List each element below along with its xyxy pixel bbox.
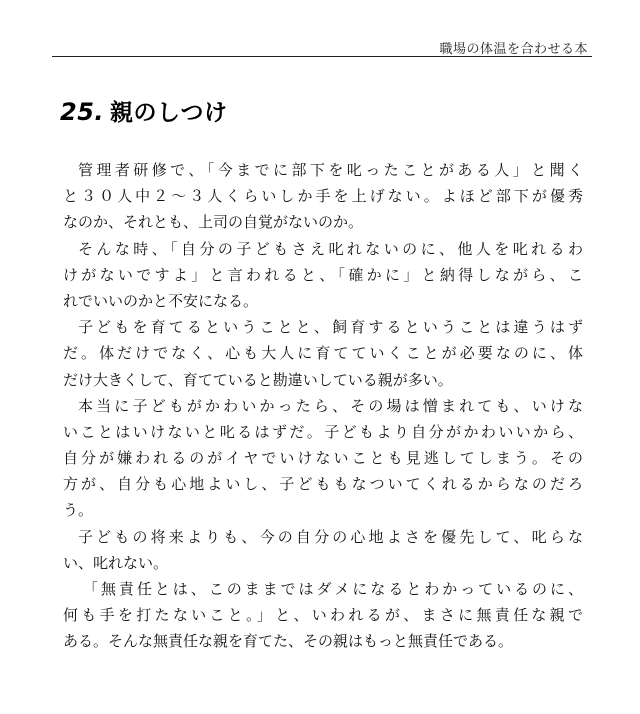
paragraph-4-line-4: 方が、自分も心地よいし、子どももなついてくれるからなのだろ (63, 475, 583, 494)
paragraph-4-line-2: いことはいけないと叱るはずだ。子どもより自分がかわいいから、 (63, 422, 583, 441)
paragraph-6-line-1: 「無責任とは、このままではダメになるとわかっているのに、 (83, 580, 583, 598)
paragraph-5-line-1: 子どもの将来よりも、今の自分の心地よさを優先して、叱らな (78, 527, 583, 546)
paragraph-4-line-3: 自分が嫌われるのがイヤでいけないことも見逃してしまう。その (63, 449, 583, 468)
paragraph-3-line-1: 子どもを育てるということと、飼育するということは違うはず (78, 318, 583, 337)
paragraph-4-line-1: 本当に子どもがかわいかったら、その場は憎まれても、いけな (78, 396, 583, 415)
chapter-number: 25. (60, 98, 105, 126)
paragraph-3-line-3: だけ大きくして、育てていると勘違いしている親が多い。 (63, 370, 453, 389)
chapter-heading (60, 94, 228, 127)
paragraph-2-line-1: そんな時、「自分の子どもさえ叱れないのに、他人を叱れるわ (78, 239, 583, 258)
paragraph-2-line-2: けがないですよ」と言われると、「確かに」と納得しながら、こ (63, 265, 583, 284)
paragraph-2-line-3: れでいいのかと不安になる。 (63, 291, 259, 310)
paragraph-1-line-2: と３０人中２〜３人くらいしか手を上げない。よほど部下が優秀 (63, 187, 583, 206)
paragraph-5-line-2: い、叱れない。 (63, 553, 169, 572)
paragraph-6-line-3: ある。そんな無責任な親を育てた、その親はもっと無責任である。 (63, 632, 514, 651)
paragraph-4-line-5: う。 (63, 501, 94, 520)
paragraph-1-line-1: 管理者研修で、「今までに部下を叱ったことがある人」と聞く (78, 161, 583, 179)
paragraph-1-line-3: なのか、それとも、上司の自覚がないのか。 (63, 213, 364, 232)
paragraph-3-line-2: だ。体だけでなく、心も大人に育てていくことが必要なのに、体 (63, 344, 583, 363)
paragraph-6-line-2: 何も手を打たないこと。」と、いわれるが、まさに無責任な親で (63, 606, 583, 625)
running-header-title: 職場の体温を合わせる本 (439, 42, 588, 57)
chapter-title: 親のしつけ (110, 100, 228, 126)
header-rule (52, 56, 592, 57)
body-text (63, 157, 583, 655)
